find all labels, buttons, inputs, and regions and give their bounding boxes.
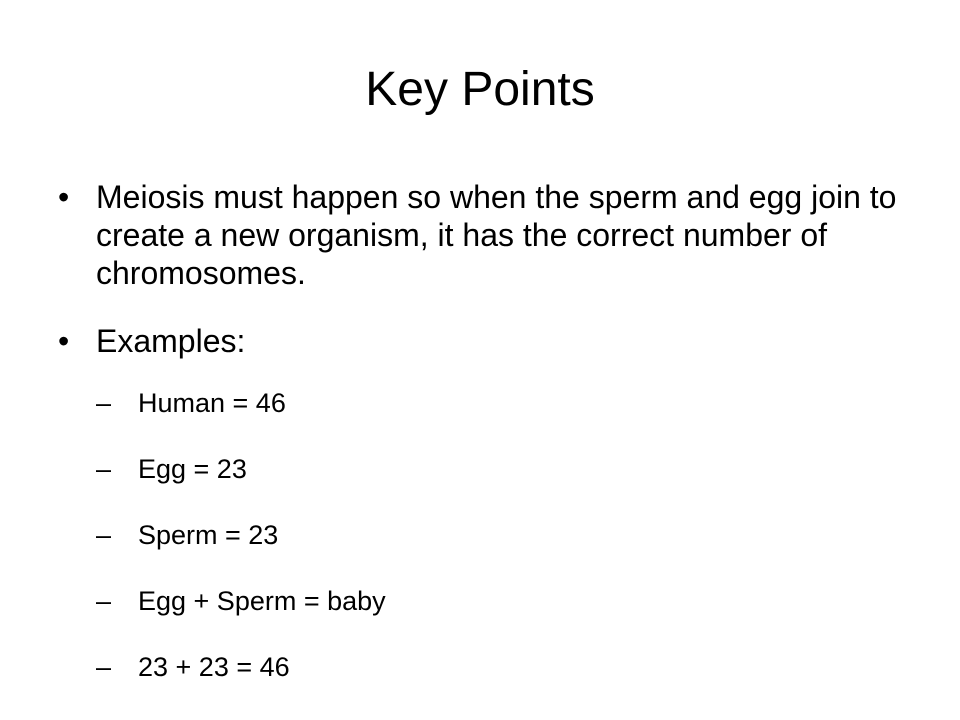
examples-sub-list [96,388,918,683]
bullet-item-examples [58,322,918,683]
bullet-item-meiosis [58,178,918,292]
dash-marker: – [96,388,112,418]
bullet-marker: • [58,323,70,359]
sub-item-text: Sperm = 23 [138,520,279,550]
sub-item-human [96,388,918,419]
dash-marker: – [96,652,112,682]
sub-item-text: Human = 46 [138,388,286,418]
sub-item-egg-plus-sperm [96,586,918,617]
sub-item-egg [96,454,918,485]
dash-marker: – [96,520,112,550]
sub-item-text: Egg + Sperm = baby [138,586,386,616]
sub-item-sum [96,652,918,683]
sub-item-text: 23 + 23 = 46 [138,652,290,682]
bullet-list [58,178,918,718]
bullet-text: Meiosis must happen so when the sperm and egg join to create a new organism, it has the correct number of chromosomes. [96,179,897,291]
slide-title: Key Points [365,63,595,116]
bullet-marker: • [58,179,70,215]
dash-marker: – [96,586,112,616]
bullet-text: Examples: [96,323,246,359]
sub-item-sperm [96,520,918,551]
sub-item-text: Egg = 23 [138,454,247,484]
dash-marker: – [96,454,112,484]
